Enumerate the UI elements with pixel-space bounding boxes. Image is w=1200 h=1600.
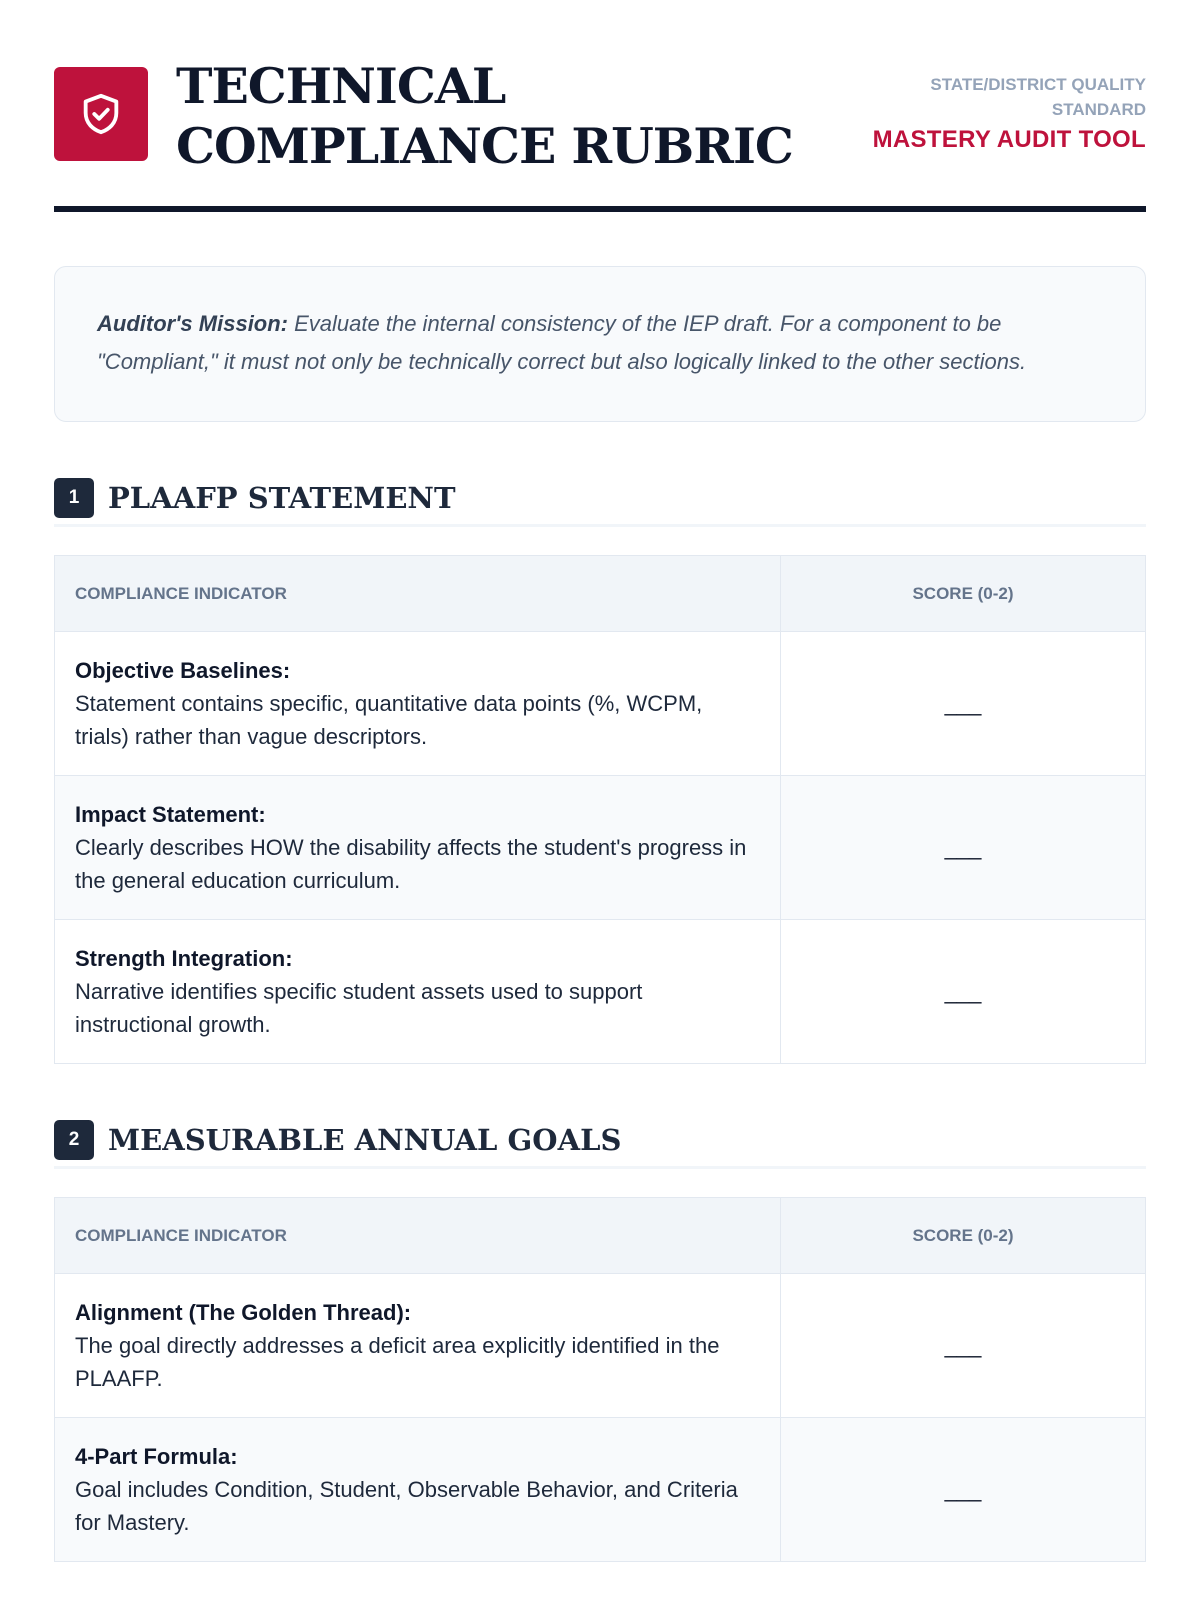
rubric-table <box>54 555 1146 1064</box>
indicator-description: Goal includes Condition, Student, Observable Behavior, and Criteria for Mastery. <box>75 1477 738 1535</box>
page-title: TECHNICAL COMPLIANCE RUBRIC <box>176 57 793 175</box>
section-title: PLAAFP STATEMENT <box>108 481 456 515</box>
score-blank[interactable]: ___ <box>781 1274 1146 1418</box>
column-header-score: SCORE (0-2) <box>781 556 1146 632</box>
indicator-title: Alignment (The Golden Thread): <box>75 1300 412 1325</box>
indicator-cell <box>55 632 781 776</box>
mission-box <box>54 266 1146 422</box>
table-header-row <box>55 1198 1146 1274</box>
indicator-description: The goal directly addresses a deficit area explicitly identified in the PLAAFP. <box>75 1333 720 1391</box>
score-blank[interactable]: ___ <box>781 776 1146 920</box>
header-title-group <box>54 56 816 176</box>
indicator-cell <box>55 776 781 920</box>
standard-label: STATE/DISTRICT QUALITY STANDARD <box>930 75 1146 119</box>
section-measurable-goals <box>54 1120 1146 1562</box>
indicator-title: Objective Baselines: <box>75 658 291 683</box>
section-header <box>54 1120 1146 1169</box>
rubric-table <box>54 1197 1146 1562</box>
column-header-indicator: COMPLIANCE INDICATOR <box>55 556 781 632</box>
indicator-description: Narrative identifies specific student assets used to support instructional growth. <box>75 979 643 1037</box>
tool-label: MASTERY AUDIT TOOL <box>872 126 1146 153</box>
table-row <box>55 1274 1146 1418</box>
indicator-cell <box>55 920 781 1064</box>
indicator-cell <box>55 1274 781 1418</box>
table-row <box>55 920 1146 1064</box>
score-blank[interactable]: ___ <box>781 632 1146 776</box>
logo-badge <box>54 67 148 161</box>
column-header-indicator: COMPLIANCE INDICATOR <box>55 1198 781 1274</box>
table-row <box>55 1418 1146 1562</box>
column-header-score: SCORE (0-2) <box>781 1198 1146 1274</box>
table-header-row <box>55 556 1146 632</box>
mission-text: Evaluate the internal consistency of the IEP draft. For a component to be "Compliant," it must not only be technically correct but also logically linked to the other sections. <box>97 311 1027 374</box>
score-blank[interactable]: ___ <box>781 920 1146 1064</box>
section-number-badge: 2 <box>54 1120 94 1160</box>
section-number-badge: 1 <box>54 478 94 518</box>
indicator-cell <box>55 1418 781 1562</box>
mission-label: Auditor's Mission: <box>97 311 289 336</box>
section-plaafp <box>54 478 1146 1064</box>
indicator-title: Impact Statement: <box>75 802 266 827</box>
section-title: MEASURABLE ANNUAL GOALS <box>108 1123 622 1157</box>
indicator-description: Statement contains specific, quantitative data points (%, WCPM, trials) rather than vague descriptors. <box>75 691 703 749</box>
indicator-title: 4-Part Formula: <box>75 1444 238 1469</box>
indicator-title: Strength Integration: <box>75 946 293 971</box>
table-row <box>55 776 1146 920</box>
section-header <box>54 478 1146 527</box>
table-row <box>55 632 1146 776</box>
document-header <box>54 56 1146 212</box>
header-meta <box>873 72 1146 154</box>
indicator-description: Clearly describes HOW the disability affects the student's progress in the general education curriculum. <box>75 835 747 893</box>
score-blank[interactable]: ___ <box>781 1418 1146 1562</box>
shield-check-icon <box>78 91 124 137</box>
